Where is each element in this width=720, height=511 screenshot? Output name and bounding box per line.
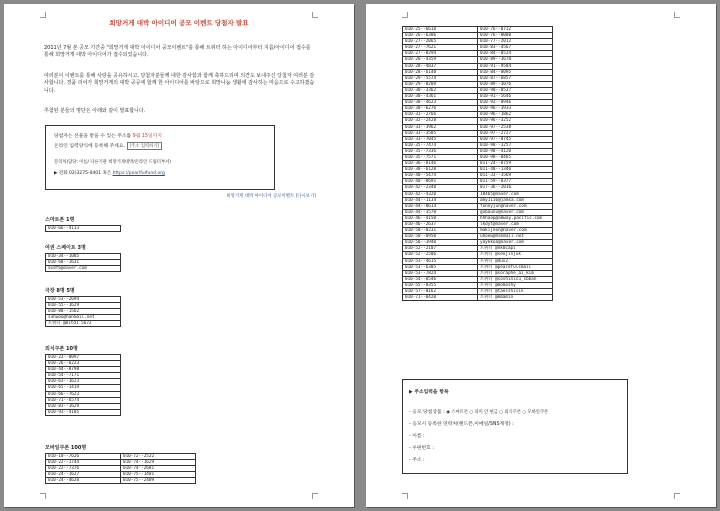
table-cell: 010-33--3585 [403,130,478,136]
table-cell: 011-33--3569 [478,173,553,179]
winners-table-mobile-coupon [45,453,196,484]
table-cell: 010-24--1627 [46,472,121,478]
table-cell: 010-50--0950 [403,234,478,240]
table-cell: 010-55--8355 [403,282,478,288]
table-cell: 010-76--0712 [478,27,553,33]
crop-mark [674,12,680,18]
notice-line-deadline [54,132,162,139]
crop-mark [674,493,680,499]
table-cell: 010-31--2766 [403,112,478,118]
table-row [46,409,121,415]
table-cell: 010-74--2681 [121,466,196,472]
table-cell: 010-52--2506 [403,252,478,258]
table-cell: 010-98--3257 [478,142,553,148]
table-cell: 010-65--1419 [46,385,121,391]
table-cell: amy1116@jamsa.com [478,197,553,203]
table-cell: 010-93--4105 [46,409,121,415]
table-cell: 010-57--0162 [403,289,478,295]
table-cell: 010-98--8465 [478,154,553,160]
form-name-line: - 이름 : [409,434,425,439]
table-cell: 010-32--2428 [403,118,478,124]
section-heading-mobile-coupon: 모바일쿠폰 100명 [45,445,87,451]
table-cell: 010-35--7571 [403,154,478,160]
table-cell: 010-40--8691 [403,179,478,185]
table-cell: 010-75--1401 [121,472,196,478]
table-cell: 010-42--2340 [403,185,478,191]
table-cell: 010-28--4359 [403,57,478,63]
table-cell: 010-23--0097 [46,355,121,361]
document-page-1 [4,4,354,507]
table-cell: 010-29--8289 [403,81,478,87]
table-cell: 010-63--1623 [46,379,121,385]
table-cell: 트위터 @mmamin [478,295,553,301]
table-cell: 010-54--8546 [403,276,478,282]
table-cell: 010-35--7336 [403,148,478,154]
thanks-paragraph: 여러분이 이벤트를 통해 사랑을 공유하시고, 당첨자분들께 대한 감사함과 함께 축하드리며 의견도 보내주신 당첨자 여러분 감사합니다. 경품 리어가 희망거게의 대박 공공에 함께 한 아이디어를 바탕으로 희망나눔 생활에 감사하는 마음으로 수고하겠습니다. [44,73,315,94]
table-cell: 010-53--7824 [403,270,478,276]
winners-table-smartphone [45,225,121,232]
address-form-box [402,379,628,474]
contact-link[interactable]: https://pearlfulfund.org [112,171,165,176]
table-cell: 010-90--8537 [478,87,553,93]
table-cell: 010-27--8294 [403,51,478,57]
table-cell: 010-26--6223 [46,361,121,367]
crop-mark [402,12,408,18]
notice-line-phone [54,170,165,176]
table-cell: 010-28--4837 [403,63,478,69]
notice-line-contact: 문의처(담당: 이름/ 다른기관 희망거게대박/온라인 드림터부서) [54,160,171,165]
table-cell: hhhaop@amway.pacific.com [478,215,553,221]
table-cell: makijeon@naver.com [478,228,553,234]
table-cell: 010-76--8000 [478,33,553,39]
table-cell: 트위터 @duv2 [478,258,553,264]
crop-mark [40,493,46,499]
table-row [46,321,121,327]
table-cell: 010-84--0524 [478,51,553,57]
document-page-2 [366,4,716,507]
winners-table-passport [45,253,121,272]
table-cell: 010-53--4615 [403,258,478,264]
table-cell: 010-33--7045 [403,136,478,142]
page-title: 희망거게 대박 아이디어 공모 이벤트 당첨자 발표 [109,19,249,27]
event-review-link[interactable]: 희망거게 대박 아이디어 공모이벤트 [다시보기] [226,194,316,199]
table-cell: 010-84--8095 [478,69,553,75]
table-row [403,295,553,301]
table-cell: 010-53--6305 [403,264,478,270]
table-row [46,226,121,232]
table-cell: 010-75--2409 [121,478,196,484]
winners-table-dining-coupon [45,354,121,416]
table-cell: 010-44--8798 [46,367,121,373]
table-cell: 010-89--3076 [478,81,553,87]
table-cell: 트위터 @seojinjuk [478,252,553,258]
notice-line-register [54,142,162,150]
table-cell: 010-30--3362 [403,87,478,93]
notice-text: 당첨자는 선물을 받을 수 있는 주소를 [54,134,133,139]
table-cell: 011-48--1346 [478,167,553,173]
table-cell: 010-83--1629 [46,403,121,409]
table-cell: 010-52--2107 [403,246,478,252]
table-cell: 010-96--3933 [478,106,553,112]
table-cell: 010-35--7474 [403,142,478,148]
table-cell: funnyjun@naver.com [478,203,553,209]
table-cell: 010-92--0946 [478,100,553,106]
table-cell: 18465@naver.com [478,191,553,197]
table-cell: uhoew@hanmail.net [478,234,553,240]
address-input-button[interactable]: [주소 입력하기] [127,142,163,150]
table-cell: 010-46--4150 [403,215,478,221]
table-cell: 트위터 @momoshy [478,282,553,288]
table-cell: 010-22--1744 [46,460,121,466]
phone-text: ▶ 전화 02)3275-0401 혹은 [54,171,113,176]
table-cell: 010-27--2065 [403,39,478,45]
section-heading-theater: 극장 8명 5명 [45,288,75,294]
table-cell: 010-34--1085 [46,254,121,260]
table-cell: 트위터 @nkmcapi [478,246,553,252]
table-cell: 010-83--4567 [478,45,553,51]
form-label: - 응모 당첨상품 : [409,410,447,415]
table-cell: 010-38--6128 [403,167,478,173]
table-cell: 010-68--1631 [46,260,121,266]
table-cell: 017-36--2016 [478,185,553,191]
table-row [46,478,196,484]
announce-paragraph: 추첨된 분들의 명단은 아래와 같이 발표합니다. [44,108,146,114]
table-cell: 010-46--2637 [403,222,478,228]
intro-paragraph: 2011년 7월 본 공모 기간중 "희망거게 대박 아이디어 공모이벤트"를 통해 트위터 하는 아이디어부터 지름/아이디어 접수를 통해 희망거게 대박 아이디어가 접수되었습니다. [44,45,311,59]
form-address-line: - 주소 : [409,458,425,463]
section-heading-passport: 여권 스페이트 3명 [45,245,86,251]
table-cell: 010-97--2727 [478,130,553,136]
table-cell: 010-44--1134 [403,197,478,203]
section-heading-dining-coupon: 외식쿠폰 10명 [45,346,78,352]
crop-mark [312,493,318,499]
table-cell: 010-91--9584 [478,63,553,69]
table-row [46,266,121,272]
form-title: ▶ 주소입력을 항목 [409,390,449,395]
table-cell: 010-29--5574 [403,75,478,81]
table-cell: 010-66--4113 [46,226,121,232]
table-cell: 트위터 @mitd1 5672 [46,321,121,327]
table-cell: gobaunu@naver.com [478,209,553,215]
table-cell: 트위터 @taecshisin [478,289,553,295]
table-cell: 010-96--1862 [478,112,553,118]
table-cell: 010-71--6574 [46,397,121,403]
table-cell: 010-44--0614 [403,203,478,209]
crop-mark [402,493,408,499]
prize-radio-options[interactable]: ◉ 스마트폰 ○ 피미 안 현금 ○ 외식쿠폰 ○ 모바일쿠폰 [446,410,549,415]
table-cell: 010-50--0231 [403,228,478,234]
table-cell: 010-44--3570 [403,209,478,215]
table-cell: 010-22--7376 [46,466,121,472]
table-cell: 010-87--6857 [478,75,553,81]
table-cell: 010-30--6276 [403,106,478,112]
table-cell: 010-97--2538 [478,124,553,130]
table-cell: 010-10--7626 [46,454,121,460]
table-cell: suhwoo@hanmail.net [46,315,121,321]
form-contact-line: - 응모시 등록한 연락처(핸드폰,이메일/SNS계정) : [409,422,514,427]
table-cell: 010-27--7621 [403,45,478,51]
table-cell: 010-33--3962 [403,124,478,130]
table-cell: 010-71--0420 [403,295,478,301]
table-cell: 010-30--4623 [403,100,478,106]
table-cell: 010-91--5646 [478,94,553,100]
deadline-text: 9월 15일까지 [132,134,162,139]
table-cell: 010-96--3252 [478,118,553,124]
table-cell: 010-55--1629 [46,303,121,309]
table-cell: 010-42--4320 [403,191,478,197]
table-cell: 010-74--1629 [121,460,196,466]
table-cell: 010-28--6140 [403,69,478,75]
table-cell: 010-88--1562 [46,309,121,315]
table-cell: 010-72--2522 [121,454,196,460]
table-cell: 트위터 @peacefulsmail [478,264,553,270]
table-cell: 010-53--2694 [46,297,121,303]
table-cell: 010-40--5474 [403,173,478,179]
table-cell: 011-24--8759 [478,161,553,167]
table-cell: 010-54--7171 [46,373,121,379]
table-cell: 트위터 @soraphe_ai_kim [478,270,553,276]
table-cell: 010-89--3678 [478,57,553,63]
table-cell: yaykkoa@naver.com [478,240,553,246]
winners-table-theater [45,296,121,327]
table-cell: 010-97--0745 [478,136,553,142]
table-cell: 010-66--7623 [46,391,121,397]
table-cell: 010-26--6386 [403,33,478,39]
table-cell: 010-98--4120 [478,148,553,154]
table-cell: lkdyt@naver.com [478,222,553,228]
table-cell: 010-24--4620 [46,478,121,484]
section-heading-smartphone: 스마트폰 1명 [45,217,75,223]
table-cell: 010-77--2012 [478,39,553,45]
table-cell: 010-30--4361 [403,94,478,100]
table-cell: 트위터 @soshinicu_sbban [478,276,553,282]
table-cell: 010-36--8146 [403,161,478,167]
table-cell: 011-59--8377 [478,179,553,185]
winners-table-mobile-coupon-continued [402,26,553,301]
table-cell: 010-25--6618 [403,27,478,33]
table-cell: 010-50--3940 [403,240,478,246]
form-zipcode-line: - 우편번호 : [409,446,434,451]
notice-text: 온라인 입력양식에 등록해 주세요. [54,144,127,149]
notice-box [45,125,275,190]
form-prize-line [409,408,548,415]
table-cell: asdf6@naver.com [46,266,121,272]
